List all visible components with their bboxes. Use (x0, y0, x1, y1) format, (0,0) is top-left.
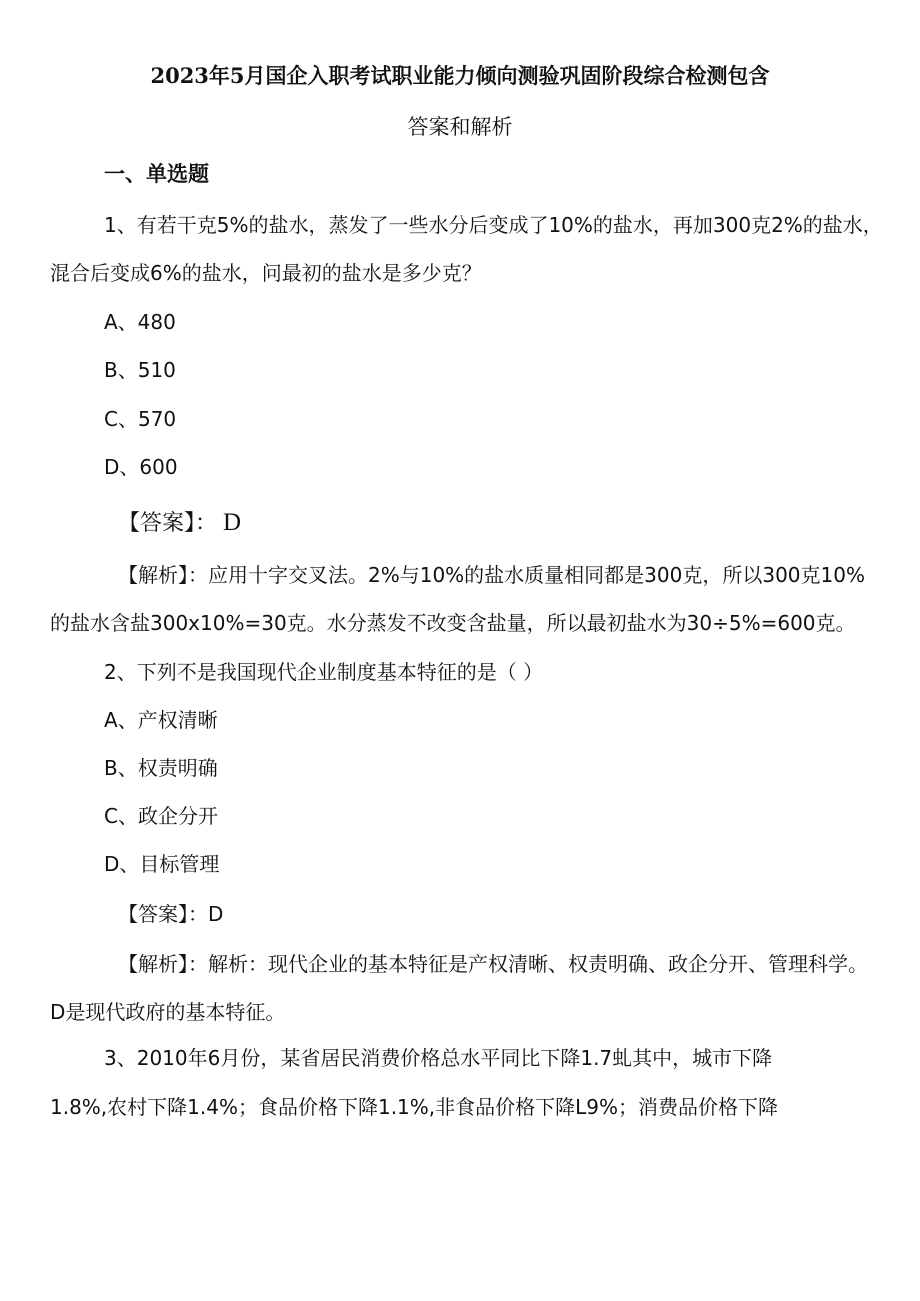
question-1-answer-value: D (223, 509, 242, 536)
question-2-option-c: C、政企分开 (104, 804, 218, 828)
question-1-option-d: D、600 (104, 455, 178, 479)
question-1-option-c: C、570 (104, 407, 177, 431)
question-1-answer-label: 【答案】： (118, 511, 218, 536)
question-3-text-line-1: 3、2010年6月份，某省居民消费价格总水平同比下降1.7虬其中，城市下降 (104, 1046, 773, 1070)
question-2-answer: 【答案】：D (118, 902, 224, 926)
question-1-option-a: A、480 (104, 310, 176, 334)
question-1-text-line-2: 混合后变成6%的盐水，问最初的盐水是多少克？ (50, 261, 482, 285)
question-2-option-a: A、产权清晰 (104, 708, 218, 732)
question-2-analysis-line-2: D是现代政府的基本特征。 (50, 1000, 286, 1024)
question-2-option-d: D、目标管理 (104, 852, 220, 876)
section-heading: 一、单选题 (104, 162, 209, 186)
question-1-option-b: B、510 (104, 358, 176, 382)
question-1-analysis-line-2: 的盐水含盐300x10%=30克。水分蒸发不改变含盐量，所以最初盐水为30÷5%=600克。 (50, 611, 856, 635)
question-3-text-line-2: 1.8%,农村下降1.4%；食品价格下降1.1%,非食品价格下降L9%；消费品价格下降 (50, 1095, 779, 1119)
question-2-analysis-line-1: 【解析】：解析：现代企业的基本特征是产权清晰、权责明确、政企分开、管理科学。 (118, 952, 868, 976)
question-1-answer (118, 509, 241, 538)
document-subtitle: 答案和解析 (407, 115, 513, 139)
question-2-text: 2、下列不是我国现代企业制度基本特征的是（ ） (104, 660, 544, 684)
question-1-analysis-line-1: 【解析】：应用十字交叉法。2%与10%的盐水质量相同都是300克，所以300克10% (118, 563, 865, 587)
document-title: 2023年5月国企入职考试职业能力倾向测验巩固阶段综合检测包含 (150, 63, 770, 88)
question-2-option-b: B、权责明确 (104, 756, 218, 780)
question-1-text-line-1: 1、有若干克5%的盐水，蒸发了一些水分后变成了10%的盐水，再加300克2%的盐水， (104, 213, 883, 237)
